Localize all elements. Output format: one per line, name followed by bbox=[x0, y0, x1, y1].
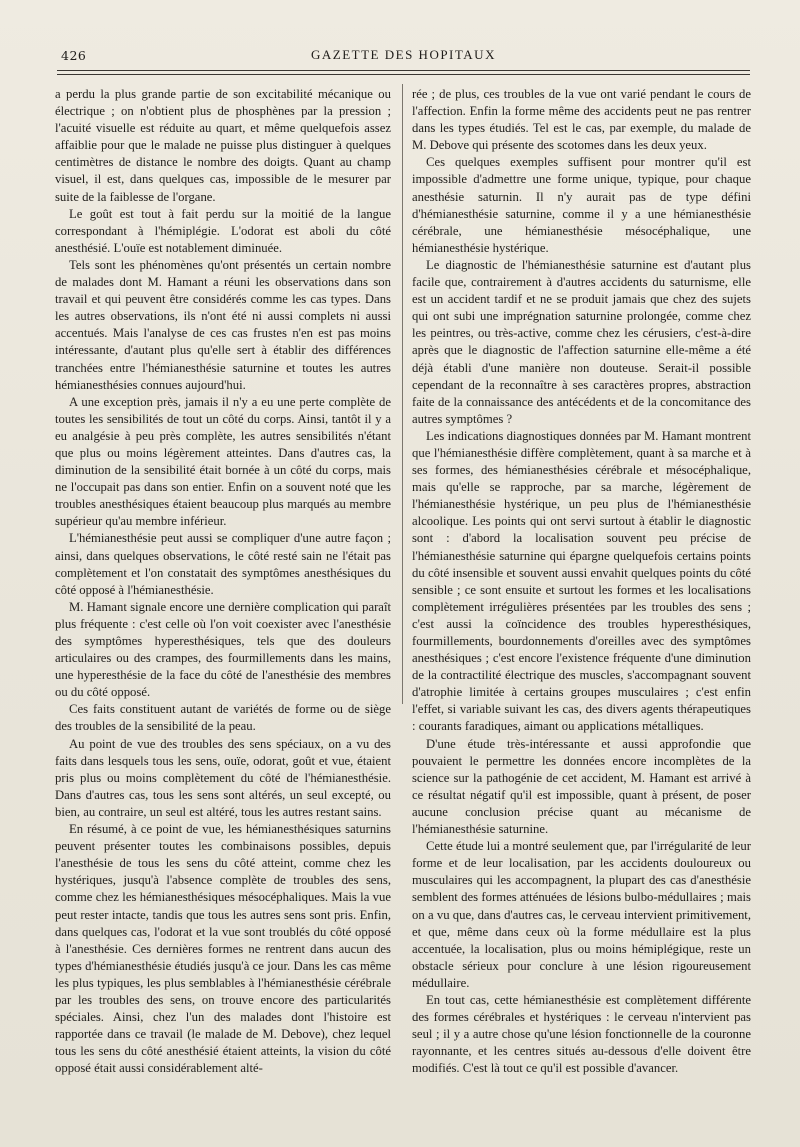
page-number: 426 bbox=[61, 48, 87, 63]
header-rule-top bbox=[57, 70, 750, 71]
page-header bbox=[57, 46, 750, 66]
paragraph: M. Hamant signale encore une dernière complication qui paraît plus fréquente : c'est celle où l'on voit coexister avec l'anesthésie des symptômes hyperesthésiques, tels que des douleurs articulaires ou des crampes, des fourmillements dans les mains, une hyperesthésie de la face du côté de l'anesthésie des membres ou du côté opposé. bbox=[55, 599, 391, 700]
paragraph: Les indications diagnostiques données par M. Hamant montrent que l'hémianesthésie diffère complètement, quant à sa marche et à ses formes, des hémianesthésies cérébrale et mésocéphalique, mais qu'elle se rapproche, par sa marche, légèrement de l'hémianesthésie hystérique, un peu plus de l'hémianesthésie alcoolique. Les points qui ont servi surtout à établir le diagnostic sont : d'abord la localisation souvent peu précise de l'hémianesthésie saturnine qui épargne quelquefois certains points du côté insensible et souvent aussi envahit quelques points du côté sensible ; ce sont ensuite et surtout les formes et les localisations complètement irrégulières présentées par les troubles des sens ; c'est aussi la coïncidence des troubles hyperesthésiques, fourmillements, bourdonnements d'oreilles avec des symptômes anesthésiques ; c'est encore l'existence fréquente d'une diminution de la contractilité électrique des muscles, s'accompagnant souvent d'atrophie limitée à certains groupes musculaires ; c'est enfin l'effet, si variable suivant les cas, des divers agents thérapeutiques : courants faradiques, aimant ou applications métalliques. bbox=[412, 428, 751, 734]
paragraph: Ces faits constituent autant de variétés de forme ou de siège des troubles de la sensibilité de la peau. bbox=[55, 702, 391, 734]
paragraph: Le diagnostic de l'hémianesthésie saturnine est d'autant plus facile que, contrairement à d'autres accidents du saturnisme, elle est un accident tardif et ne se produit jamais que chez des sujets qui ont subi une imprégnation saturnine prolongée, comme chez les peintres, ou très-active, comme chez les cérusiers, c'est-à-dire après que le diagnostic de l'affection saturnine elle-même a été déjà établi d'une manière non douteuse. Serait-il possible cependant de la reconnaître à ses caractères propres, abstraction faite de la connaissance des antécédents et de la concomitance des autres symptômes ? bbox=[412, 257, 751, 426]
paragraph: Le goût est tout à fait perdu sur la moitié de la langue correspondant à l'hémiplégie. L'odorat est aboli du côté anesthésié. L'ouïe est notablement diminuée. bbox=[55, 206, 391, 255]
left-column bbox=[55, 86, 391, 1077]
column-divider bbox=[402, 84, 403, 704]
paragraph: Au point de vue des troubles des sens spéciaux, on a vu des faits dans lesquels tous les sens, ouïe, odorat, goût et vue, étaient pris plus ou moins complètement du côté de l'hémianesthésie. Dans d'autres cas, tous les sens sont altérés, un seul excepté, ou bien, au contraire, un seul est altéré, tous les autres restant sains. bbox=[55, 736, 391, 819]
journal-title: GAZETTE DES HOPITAUX bbox=[311, 47, 496, 62]
paragraph: En résumé, à ce point de vue, les hémianesthésiques saturnins peuvent présenter toutes les combinaisons possibles, depuis l'anesthésie de tous les sens du côté atteint, comme chez les hystériques, jusqu'à l'absence complète de troubles des sens, comme chez les hémianesthésiques mésocéphaliques. Mais la vue peut rester intacte, tandis que tous les autres sens sont pris. Enfin, dans quelques cas, l'odorat et la vue sont troublés du côté opposé à l'anesthésie. Ces dernières formes ne rentrent dans aucun des types d'hémianesthésie étudiés jusqu'à ce jour. Dans les cas même les plus typiques, les plus semblables à l'hémianesthésie cérébrale par les troubles des sens, on trouve encore des particularités spéciales. Ainsi, chez l'un des malades dont l'histoire est rapportée dans ce travail (le malade de M. Debove), chez lequel tous les sens du côté anesthésié étaient atteints, la vision du côté opposé était aussi considérablement alté- bbox=[55, 822, 391, 1076]
paragraph: a perdu la plus grande partie de son excitabilité mécanique ou électrique ; on n'obtient plus de phosphènes par la pression ; l'acuité visuelle est réduite au quart, et même quelquefois assez affaiblie pour que le malade ne puisse plus distinguer à quelques centimètres de distance le nombre des doigts. Quant au champ visuel, il est, dans quelques cas, impossible de le mesurer par suite de la faiblesse de l'organe. bbox=[55, 87, 391, 204]
header-rule-bottom bbox=[57, 74, 750, 75]
paragraph: rée ; de plus, ces troubles de la vue ont varié pendant le cours de l'affection. Enfin la forme même des accidents peut ne pas rentrer dans les types étudiés. Tel est le cas, par exemple, du malade de M. Debove qui présente des scotomes dans les deux yeux. bbox=[412, 87, 751, 153]
paragraph: En tout cas, cette hémianesthésie est complètement différente des formes cérébrales et hystériques : le cerveau n'intervient pas seul ; il y a autre chose qu'une lésion fonctionnelle de la couronne rayonnante, et les centres situés au-dessous d'elle doivent être modifiés. C'est là tout ce qu'il est possible d'avancer. bbox=[412, 992, 751, 1076]
paragraph: Ces quelques exemples suffisent pour montrer qu'il est impossible d'admettre une forme unique, typique, pour chaque anesthésie saturnin. Il n'y aurait pas de type défini d'hémianesthésie saturnine, comme il y a une hémianesthésie cérébrale, une hémianesthésie mésocéphalique, une hémianesthésie hystérique. bbox=[412, 155, 751, 255]
paragraph: L'hémianesthésie peut aussi se compliquer d'une autre façon ; ainsi, dans quelques observations, le côté resté sain ne l'était pas complètement et l'on constatait des symptômes anesthésiques du côté opposé à l'hémianesthésie. bbox=[55, 531, 391, 597]
right-column bbox=[412, 86, 751, 1077]
paragraph: Cette étude lui a montré seulement que, par l'irrégularité de leur forme et de leur localisation, par les accidents douloureux ou musculaires qui les accompagnent, la plupart des cas d'anesthésie semblent des formes atténuées de lésions bulbo-médullaires ; mais on a vu que, dans d'autres cas, le cerveau intervient primitivement, et que, même dans ceux où la forme médullaire est la plus accentuée, la localisation, plus ou moins hémiplégique, reste un obstacle sérieux pour conclure à une lésion rigoureusement médullaire. bbox=[412, 839, 751, 990]
paragraph: D'une étude très-intéressante et aussi approfondie que pouvaient le permettre les données encore incomplètes de la science sur la pathogénie de cet accident, M. Hamant est arrivé à ce résultat négatif qu'il est impossible, quant à présent, de poser aucune conclusion précise quant au mécanisme de l'hémianesthésie saturnine. bbox=[412, 736, 751, 837]
paragraph: Tels sont les phénomènes qu'ont présentés un certain nombre de malades dont M. Hamant a réuni les observations dans son travail et qui peuvent être considérés comme les cas types. Dans les autres observations, ils n'ont été ni aussi complets ni aussi accentués. Mais l'analyse de ces cas frustes n'en est pas moins intéressante, d'autant plus qu'elle sert à établir des différences tranchées entre l'hémianesthésie saturnine et toutes les autres hémianesthésies connues aujourd'hui. bbox=[55, 257, 391, 392]
paragraph: A une exception près, jamais il n'y a eu une perte complète de toutes les sensibilités de tout un côté du corps. Ainsi, tantôt il y a eu analgésie à peu près complète, les autres sensibilités n'étant que plus ou moins légèrement atteintes. Dans d'autres cas, la diminution de la sensibilité était bornée à un côté du corps, mais ne l'occupait pas dans son entier. Enfin on a souvent noté que les troubles anesthésiques étaient beaucoup plus marqués au membre supérieur qu'au membre inférieur. bbox=[55, 394, 391, 529]
